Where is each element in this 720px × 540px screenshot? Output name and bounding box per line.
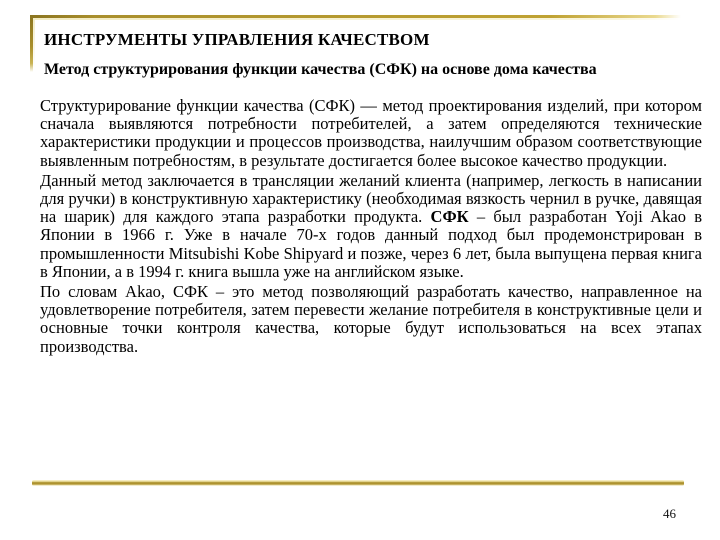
- body-paragraph-3: [40, 283, 702, 356]
- slide-body: [40, 97, 702, 358]
- paragraph-text: Данный метод заключается в трансляции желаний клиента (например, легкость в написании для ручки) в конструктивную характеристику (необходимая вязкость чернил в ручке, давящая на шарик) для каждого этапа разработки продукта.: [40, 170, 702, 227]
- gold-accent-line-top-highlight: [33, 18, 681, 20]
- paragraph-text-bold: СФК: [430, 207, 469, 227]
- gold-accent-line-bottom: [32, 480, 684, 486]
- slide-subtitle: Метод структурирования функции качества (СФК) на основе дома качества: [44, 61, 597, 78]
- page-number: 46: [663, 506, 676, 521]
- slide-title: ИНСТРУМЕНТЫ УПРАВЛЕНИЯ КАЧЕСТВОМ: [44, 30, 430, 49]
- body-paragraph-2: [40, 172, 702, 281]
- paragraph-text: По словам Akao, СФК – это метод позволяющий разработать качество, направленное на удовлетворение потребителя, затем перевести желание потребителя в конструктивные цели и основные точки контроля качества, которые будут использоваться на всех этапах производства.: [40, 282, 702, 356]
- body-paragraph-1: [40, 97, 702, 170]
- paragraph-text: – был разработан Yoji Akao в Японии в 1966 г. Уже в начале 70-х годов данный подход был продемонстрирован в промышленности Mitsubishi Kobe Shipyard и позже, через 6 лет, была выпущена первая книга в Японии, а в 1994 г. книга вышла уже на английском языке.: [40, 207, 702, 281]
- paragraph-text: Структурирование функции качества (СФК) — метод проектирования изделий, при котором сначала выявляются потребности потребителей, а затем определяются технические характеристики продукции и процессов производства, наилучшим образом соответствующие выявленным потребностям, в результате достигается более высокое качество продукции.: [40, 96, 702, 170]
- gold-accent-line-left-highlight: [33, 18, 35, 68]
